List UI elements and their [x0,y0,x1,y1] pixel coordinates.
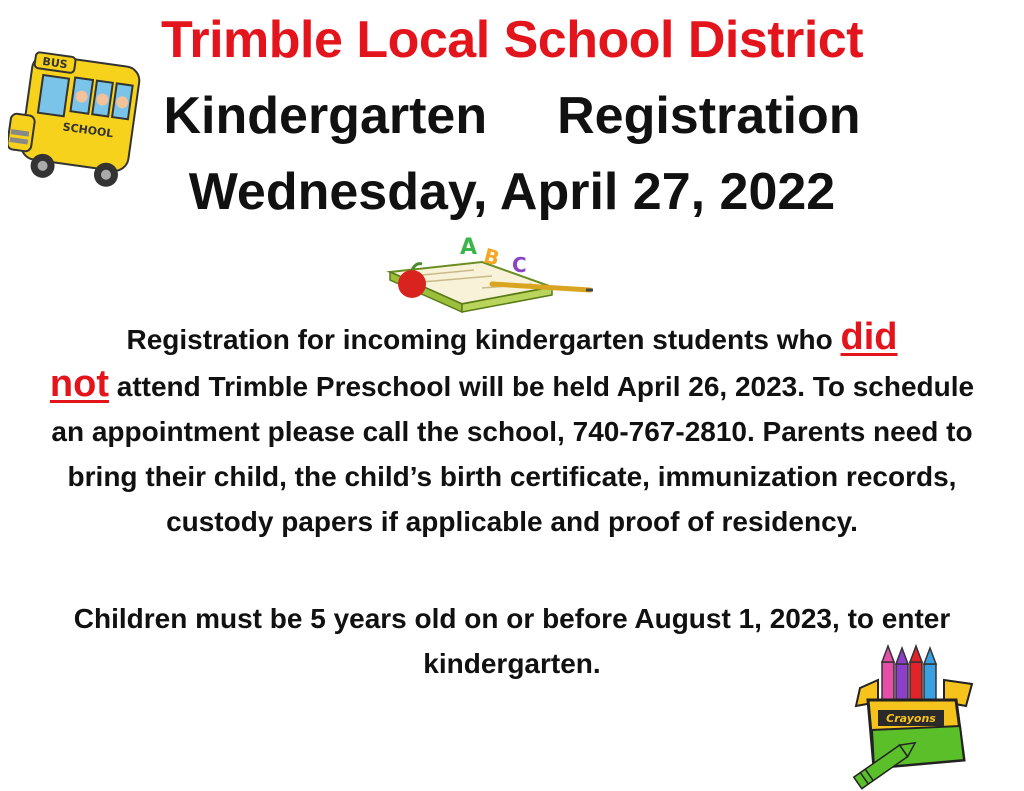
crayon-box-icon [848,640,978,791]
bus-sign-text: BUS [41,54,69,72]
letter-b: B [481,243,503,271]
event-date: Wednesday, April 27, 2022 [188,163,836,221]
event-word-registration: Registration [557,87,861,145]
paragraph-lead: Registration for incoming kindergarten students who [126,324,841,355]
school-bus-icon [8,40,143,190]
age-requirement: Children must be 5 years old on or before August 1, 2023, to enter kindergarten. [73,603,951,679]
crayon-box-label: Crayons [886,712,936,725]
bus-side-label: SCHOOL [61,120,115,141]
abc-book-icon [382,232,594,324]
letter-a: A [460,235,478,260]
registration-paragraph [40,315,984,544]
event-title [0,87,1024,145]
district-title: Trimble Local School District [160,11,864,69]
emphasis-did: did [840,316,898,358]
paragraph-rest: attend Trimble Preschool will be held April 26, 2023. To schedule an appointment please call the school, 740-767-2810. Parents need to bring their child, the child’s birth certificate, immunization records, custody papers if applicable and proof of residency. [51,371,975,537]
emphasis-not: not [49,363,109,405]
letter-c: C [512,253,527,277]
event-word-kindergarten: Kindergarten [163,87,488,145]
